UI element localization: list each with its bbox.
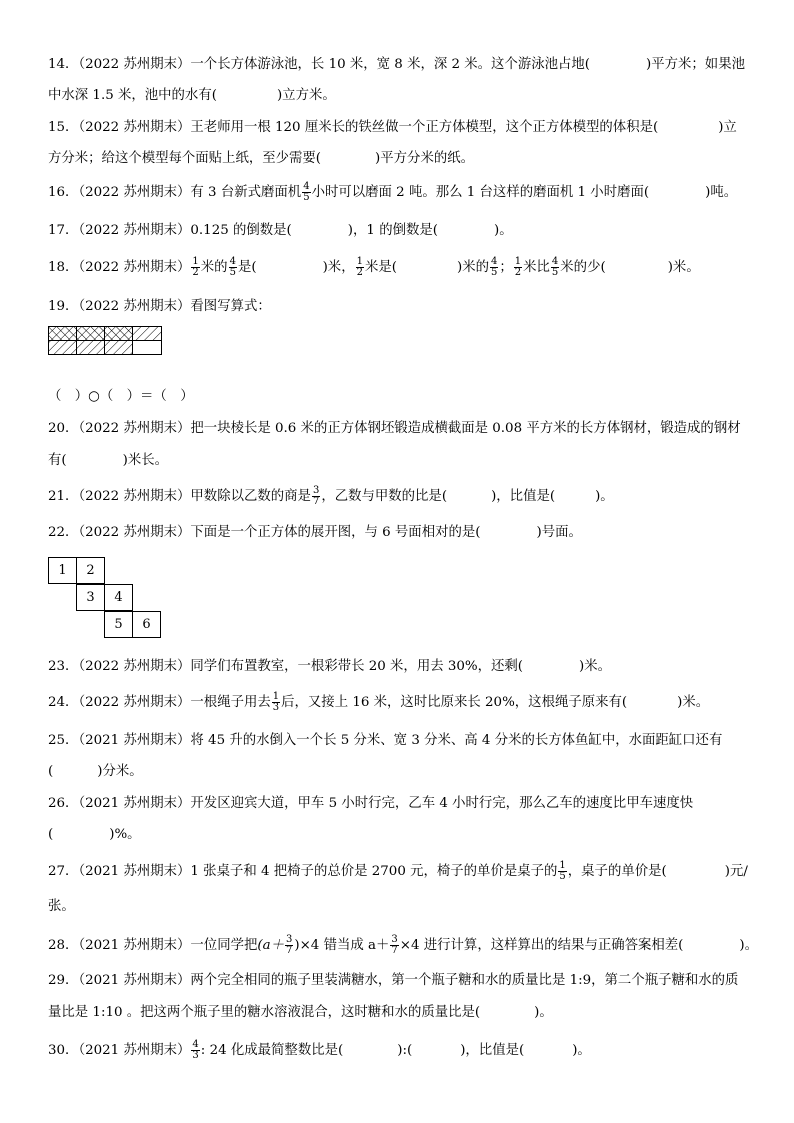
fraction: $\frac{4}{3}$ [192,1039,199,1061]
fraction-grid-figure [48,326,166,356]
fraction: $\frac{4}{5}$ [491,256,498,278]
q25-line2: ( )分米。 [48,764,143,779]
q29-line1: 29．（2021 苏州期末）两个完全相同的瓶子里装满糖水，第一个瓶子糖和水的质量比是 1:9，第二个瓶子糖和水的质 [48,973,739,988]
q28: 28．（2021 苏州期末）一位同学把(a＋ $\frac{3}{7}$ )×4 错当成 a＋ $\frac{3}{7}$ ×4 进行计算，这样算出的结果与正确答案相差( )。 [48,934,759,956]
q16: 16．（2022 苏州期末）有 3 台新式磨面机 $\frac{4}{5}$ 小时可以磨面 2 吨。那么 1 台这样的磨面机 1 小时磨面( )吨。 [48,181,738,203]
q20-line1: 20．（2022 苏州期末）把一块棱长是 0.6 米的正方体钢坯锻造成横截面是 0.08 平方米的长方体钢材，锻造成的钢材 [48,421,741,436]
fraction: $\frac{1}{2}$ [356,256,363,278]
fraction: $\frac{1}{2}$ [514,256,522,278]
q25-line1: 25．（2021 苏州期末）将 45 升的水倒入一个长 5 分米、宽 3 分米、高 4 分米的长方体鱼缸中，水面距缸口还有 [48,733,723,748]
net-face-1: 1 [48,557,77,584]
q26-line1: 26．（2021 苏州期末）开发区迎宾大道，甲车 5 小时行完，乙车 4 小时行完，那么乙车的速度比甲车速度快 [48,796,694,811]
q23: 23．（2022 苏州期末）同学们布置教室，一根彩带长 20 米，用去 30%，还剩( )米。 [48,659,612,674]
net-face-2: 2 [76,557,105,584]
q14-line2: 中水深 1.5 米，池中的水有( )立方米。 [48,88,336,103]
q15-line2: 方分米；给这个模型每个面贴上纸，至少需要( )平方分米的纸。 [48,151,475,166]
q15-line1: 15．（2022 苏州期末）王老师用一根 120 厘米长的铁丝做一个正方体模型，这个正方体模型的体积是( )立 [48,120,737,135]
net-face-6: 6 [132,611,161,638]
fraction: $\frac{3}{7}$ [391,934,398,956]
q21: 21．（2022 苏州期末）甲数除以乙数的商是 $\frac{3}{7}$ ，乙数与甲数的比是( )，比值是( )。 [48,485,614,507]
fraction: $\frac{1}{3}$ [272,691,280,713]
fraction: $\frac{4}{5}$ [229,256,236,278]
q19-formula: （ ）○（ ）＝（ ） [48,389,194,404]
q22: 22．（2022 苏州期末）下面是一个正方体的展开图，与 6 号面相对的是( )号面。 [48,525,582,540]
q26-line2: ( )%。 [48,827,141,842]
fraction: $\frac{1}{5}$ [559,860,566,882]
q24: 24．（2022 苏州期末）一根绳子用去 $\frac{1}{3}$ 后，又接上 16 米，这时比原来长 20%，这根绳子原来有( )米。 [48,691,710,713]
q18: 18．（2022 苏州期末） $\frac{1}{2}$ 米的 $\frac{4}{5}$ 是( )米， $\frac{1}{2}$ 米是( )米的 $\frac{4}{5}$ ； $\frac{1}{2}$ 米比 $\frac{4}{5}$ 米的少( )米。 [48,256,700,278]
net-face-4: 4 [104,584,133,611]
q17: 17．（2022 苏州期末）0.125 的倒数是( )，1 的倒数是( )。 [48,223,513,238]
q14-line1: 14．（2022 苏州期末）一个长方体游泳池，长 10 米，宽 8 米，深 2 米。这个游泳池占地( )平方米；如果池 [48,57,745,72]
fraction: $\frac{4}{5}$ [551,256,559,278]
hatched-area [49,341,133,355]
net-face-5: 5 [104,611,133,638]
fraction: $\frac{3}{7}$ [285,934,293,956]
q19: 19．（2022 苏州期末）看图写算式： [48,299,271,314]
fraction: $\frac{4}{5}$ [303,181,310,203]
fraction: $\frac{1}{2}$ [192,256,199,278]
net-face-3: 3 [76,584,105,611]
q20-line2: 有( )米长。 [48,453,169,468]
fraction: $\frac{3}{7}$ [312,485,320,507]
cross-hatched-area [49,327,133,341]
q27-line2: 张。 [48,899,75,914]
q30: 30．（2021 苏州期末） $\frac{4}{3}$ : 24 化成最简整数比是( ):( )，比值是( )。 [48,1039,591,1061]
q29-line2: 量比是 1:10 。把这两个瓶子里的糖水溶液混合，这时糖和水的质量比是( )。 [48,1005,553,1020]
q27-line1: 27．（2021 苏州期末）1 张桌子和 4 把椅子的总价是 2700 元，椅子的单价是桌子的 $\frac{1}{5}$ ，桌子的单价是( )元/ [48,860,748,882]
hatched-area [133,327,162,341]
